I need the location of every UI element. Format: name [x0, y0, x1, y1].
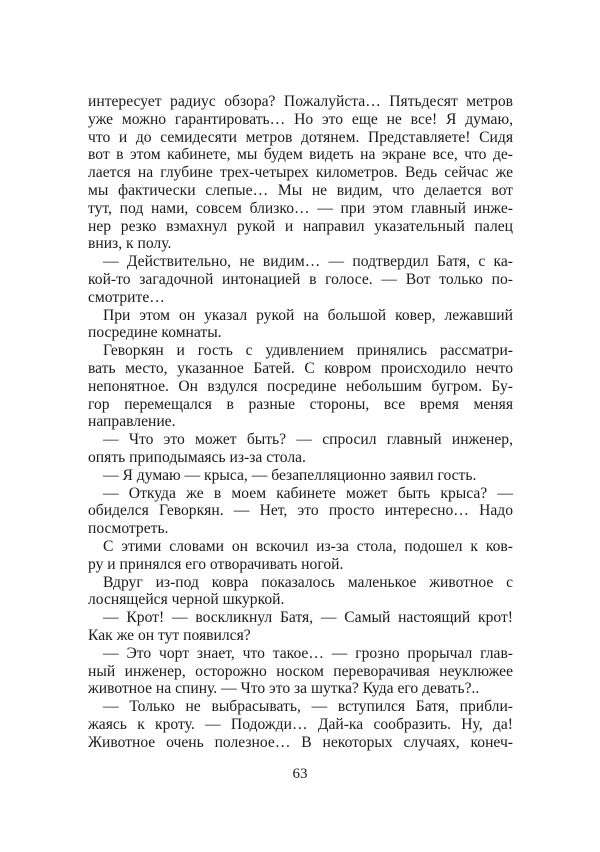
paragraph: [88, 431, 513, 467]
text-line: вать место, указанное Батей. С ковром происходило нечто: [88, 359, 513, 377]
text-line: животное на спину. — Что это за шутка? Куда его девать?..: [88, 680, 480, 698]
page-body-text: [88, 93, 513, 751]
text-line: вниз, к полу.: [88, 235, 172, 253]
paragraph: [88, 307, 513, 343]
text-line: — Что это может быть? — спросил главный инженер,: [103, 431, 513, 449]
paragraph: [88, 645, 513, 698]
text-line: уже можно гарантировать… Но это еще не все! Я думаю,: [88, 110, 513, 128]
text-line: что и до семидесяти метров дотянем. Представляете! Сидя: [88, 128, 513, 146]
text-line: лоснящейся черной шкуркой.: [88, 591, 285, 609]
text-line: — Действительно, не видим… — подтвердил Батя, с ка-: [103, 253, 513, 271]
paragraph: [88, 698, 513, 751]
text-line: посмотреть.: [88, 520, 169, 538]
text-line: нер резко взмахнул рукой и направил указательный палец: [88, 217, 513, 235]
page-number: 63: [292, 766, 308, 782]
text-line: смотрите…: [88, 288, 165, 306]
text-line: посредине комнаты.: [88, 324, 222, 342]
text-line: ный инженер, осторожно носком переворачивая неуклюжее: [88, 662, 513, 680]
text-line: интересует радиус обзора? Пожалуйста… Пятьдесят метров: [88, 93, 513, 110]
paragraph: [88, 609, 513, 645]
text-line: непонятное. Он вздулся посредине небольшим бугром. Бу-: [88, 377, 513, 395]
text-line: мы фактически слепые… Мы не видим, что делается вот: [88, 181, 513, 199]
text-line: Вдруг из-под ковра показалось маленькое животное с: [103, 573, 513, 591]
text-line: жаясь к кроту. — Подожди… Дай-ка сообразить. Ну, да!: [88, 715, 513, 733]
text-line: — Я думаю — крыса, — безапелляционно заявил гость.: [103, 466, 477, 484]
text-line: — Это чорт знает, что такое… — грозно прорычал глав-: [103, 644, 513, 662]
paragraph: [88, 93, 513, 253]
text-line: Животное очень полезное… В некоторых случаях, конеч-: [88, 733, 513, 751]
text-line: обиделся Геворкян. — Нет, это просто интересно… Надо: [88, 502, 513, 520]
text-line: вот в этом кабинете, мы будем видеть на экране все, что де-: [88, 146, 513, 164]
text-line: — Только не выбрасывать, — вступился Батя, прибли-: [103, 698, 513, 716]
text-line: тут, под нами, совсем близко… — при этом главный инже-: [88, 199, 513, 217]
paragraph: [88, 485, 513, 538]
text-line: направление.: [88, 413, 176, 431]
text-line: гор перемещался в разные стороны, все время меняя: [88, 395, 513, 413]
paragraph: [88, 538, 513, 574]
text-line: Как же он тут появился?: [88, 626, 251, 644]
paragraph: [88, 574, 513, 610]
text-line: опять приподымаясь из-за стола.: [88, 448, 306, 466]
text-line: — Откуда же в моем кабинете может быть крыса? —: [103, 484, 513, 502]
text-line: С этими словами он вскочил из-за стола, подошел к ков-: [103, 537, 513, 555]
text-line: лается на глубине трех-четырех километров. Ведь сейчас же: [88, 164, 513, 182]
text-line: При этом он указал рукой на большой ковер, лежавший: [103, 306, 513, 324]
text-line: — Крот! — воскликнул Батя, — Самый настоящий крот!: [103, 609, 513, 627]
text-line: ру и принялся его отворачивать ногой.: [88, 555, 344, 573]
paragraph: [88, 467, 513, 485]
paragraph: [88, 342, 513, 431]
paragraph: [88, 253, 513, 306]
text-line: кой-то загадочной интонацией в голосе. — Вот только по-: [88, 270, 513, 288]
text-line: Геворкян и гость с удивлением принялись рассматри-: [103, 342, 513, 360]
